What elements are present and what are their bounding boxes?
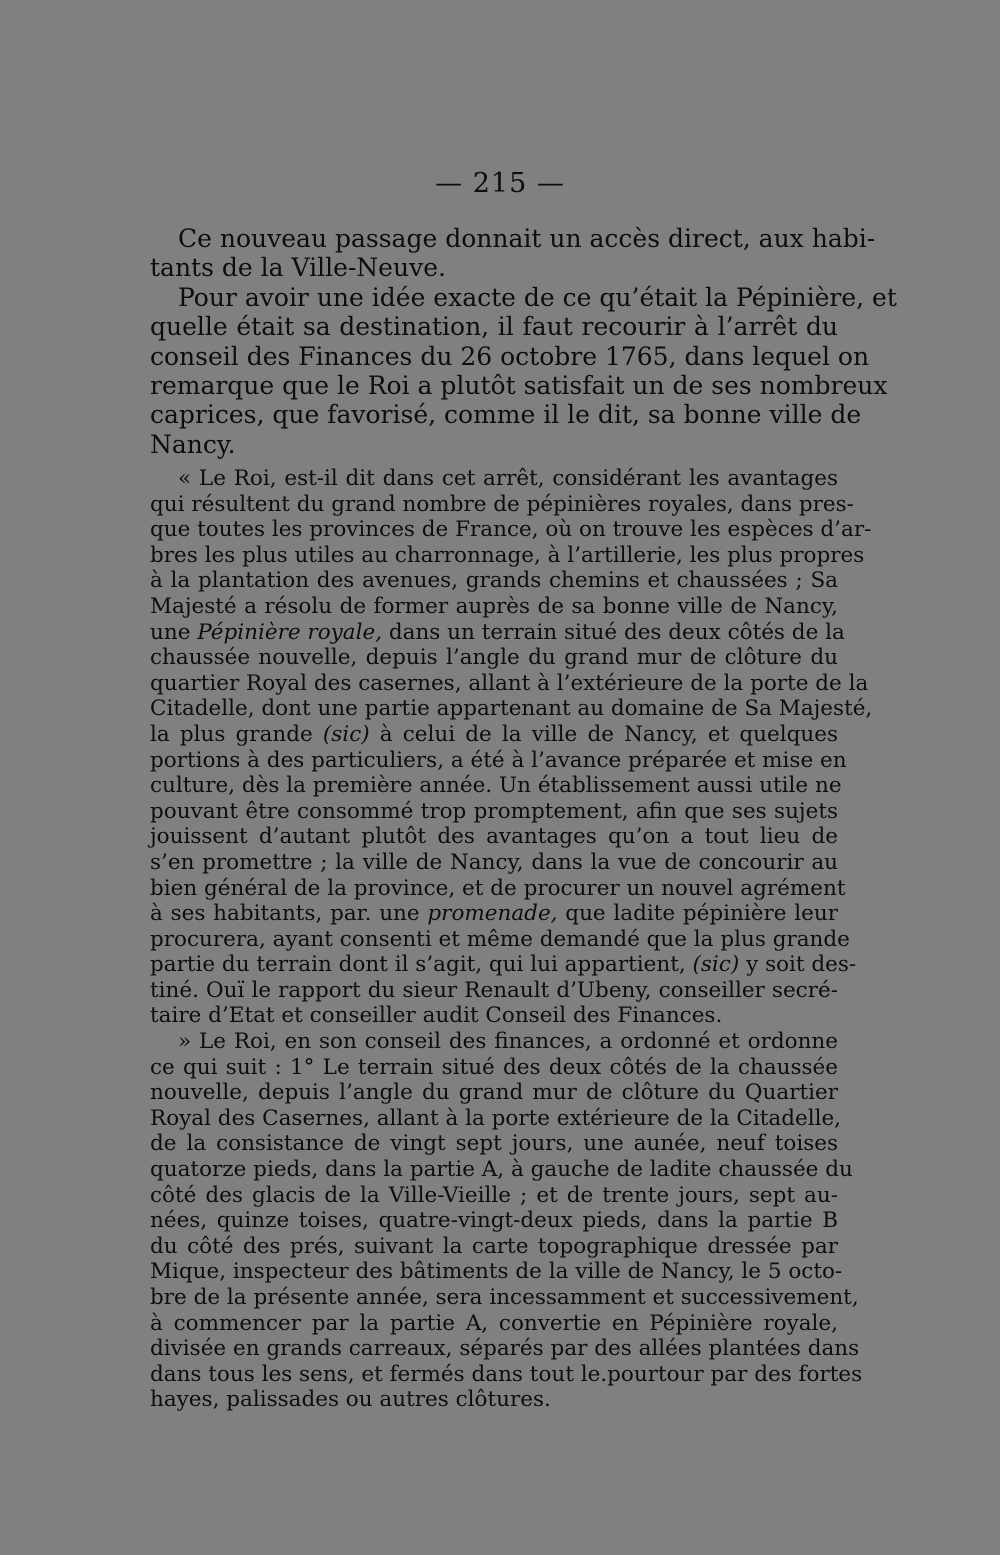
text-line: quartier Royal des casernes, allant à l’extérieure de la porte de la: [150, 670, 869, 696]
text-line: quelle était sa destination, il faut recourir à l’arrêt du: [150, 312, 838, 342]
text-line: s’en promettre ; la ville de Nancy, dans la vue de concourir au: [150, 849, 838, 875]
text-line: pouvant être consommé trop promptement, afin que ses sujets: [150, 798, 838, 824]
text-line: taire d’Etat et conseiller audit Conseil des Finances.: [150, 1003, 723, 1029]
text-line: à commencer par la partie A, convertie en Pépinière royale,: [150, 1310, 838, 1336]
text-line: nées, quinze toises, quatre-vingt-deux pieds, dans la partie B: [150, 1208, 838, 1234]
quote-paragraph-1: [150, 466, 873, 1029]
text-line: conseil des Finances du 26 octobre 1765, dans lequel on: [150, 341, 870, 371]
text-line: hayes, palissades ou autres clôtures.: [150, 1387, 551, 1413]
text-run: y soit des-: [739, 952, 857, 978]
text-line: qui résultent du grand nombre de pépinières royales, dans pres-: [150, 491, 854, 517]
text-line: Nancy.: [150, 429, 236, 459]
text-line: culture, dès la première année. Un établissement aussi utile ne: [150, 773, 842, 799]
text-run: que ladite pépinière leur: [557, 901, 838, 927]
text-line: « Le Roi, est-il dit dans cet arrêt, considérant les avantages: [178, 466, 838, 491]
text-line: tants de la Ville-Neuve.: [150, 253, 446, 283]
text-run: à ses habitants, par. une: [150, 901, 428, 927]
text-line: » Le Roi, en son conseil des finances, a ordonné et ordonne: [178, 1029, 838, 1055]
text-line: tiné. Ouï le rapport du sieur Renault d’Ubeny, conseiller secré-: [150, 977, 838, 1003]
text-line: quatorze pieds, dans la partie A, à gauche de ladite chaussée du: [150, 1157, 853, 1183]
quote-paragraph-2: [150, 1029, 863, 1413]
text-line: portions à des particuliers, a été à l’avance préparée et mise en: [150, 747, 847, 773]
text-line: que toutes les provinces de France, où on trouve les espèces d’ar-: [150, 517, 872, 543]
italic-word: promenade,: [427, 901, 558, 927]
text-line: bres les plus utiles au charronnage, à l’artillerie, les plus propres: [150, 542, 865, 568]
text-line: bien général de la province, et de procurer un nouvel agrément: [150, 875, 846, 901]
text-line: dans tous les sens, et fermés dans tout le.pourtour par des fortes: [150, 1361, 863, 1387]
text-line: Majesté a résolu de former auprès de sa bonne ville de Nancy,: [150, 593, 838, 619]
paragraph-1: [150, 224, 876, 283]
text-line: nouvelle, depuis l’angle du grand mur de clôture du Quartier: [150, 1080, 838, 1106]
text-line: bre de la présente année, sera incessamment et successivement,: [150, 1285, 859, 1310]
text-line: divisée en grands carreaux, séparés par des allées plantées dans: [150, 1336, 860, 1362]
text-line: procurera, ayant consenti et même demandé que la plus grande: [150, 926, 850, 952]
text-run: la plus grande: [150, 721, 323, 747]
text-line: Citadelle, dont une partie appartenant au domaine de Sa Majesté,: [150, 696, 873, 722]
text-line: Ce nouveau passage donnait un accès direct, aux habi-: [178, 224, 876, 253]
intro-text: [150, 224, 897, 459]
page-number: — 215 —: [435, 168, 565, 199]
text-line: chaussée nouvelle, depuis l’angle du grand mur de clôture du: [150, 645, 838, 671]
sic-note: (sic): [322, 721, 370, 747]
text-line: jouissent d’autant plutôt des avantages qu’on a tout lieu de: [150, 824, 838, 850]
text-line: ce qui suit : 1° Le terrain situé des deux côtés de la chaussée: [150, 1054, 838, 1080]
text-line: [150, 952, 857, 978]
text-line: Mique, inspecteur des bâtiments de la ville de Nancy, le 5 octo-: [150, 1259, 843, 1285]
text-line: de la consistance de vingt sept jours, une aunée, neuf toises: [150, 1131, 838, 1157]
text-line: [150, 901, 838, 927]
text-line: caprices, que favorisé, comme il le dit, sa bonne ville de: [150, 400, 862, 430]
text-run: à celui de la ville de Nancy, et quelques: [369, 721, 838, 747]
text-run: une: [150, 619, 198, 645]
paragraph-2: [150, 282, 897, 459]
text-run: dans un terrain situé des deux côtés de la: [382, 619, 845, 645]
text-line: Pour avoir une idée exacte de ce qu’était la Pépinière, et: [178, 282, 897, 312]
quoted-decree: [150, 466, 873, 1413]
text-line: à la plantation des avenues, grands chemins et chaussées ; Sa: [150, 568, 838, 594]
text-line: [150, 619, 845, 646]
text-line: côté des glacis de la Ville-Vieille ; et de trente jours, sept au-: [150, 1182, 838, 1208]
sic-note: (sic): [692, 952, 740, 978]
italic-title: Pépinière royale,: [197, 619, 383, 645]
text-run: partie du terrain dont il s’agit, qui lui appartient,: [150, 952, 693, 978]
text-line: Royal des Casernes, allant à la porte extérieure de la Citadelle,: [150, 1105, 842, 1131]
text-line: remarque que le Roi a plutôt satisfait un de ses nombreux: [150, 371, 888, 401]
text-line: du côté des prés, suivant la carte topographique dressée par: [150, 1233, 838, 1259]
text-line: [150, 722, 838, 748]
